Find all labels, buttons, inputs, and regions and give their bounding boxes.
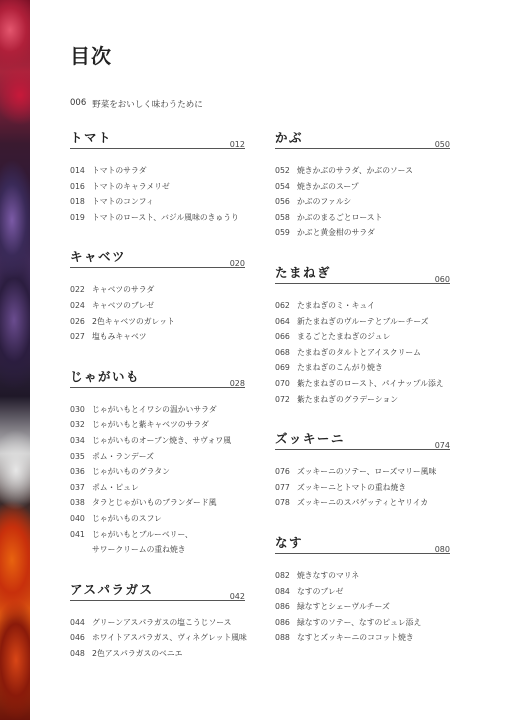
toc-section — [70, 367, 245, 558]
recipe-title: 2色アスパラガスのベニエ — [92, 648, 183, 658]
recipe-page-number: 024 — [70, 300, 85, 310]
recipe-page-number: 034 — [70, 435, 85, 445]
recipe-entry[interactable] — [275, 376, 450, 392]
recipe-entry[interactable] — [275, 345, 450, 361]
recipe-entry[interactable] — [70, 194, 245, 210]
recipe-entry[interactable] — [70, 630, 245, 646]
toc-section — [275, 263, 450, 407]
recipe-title: じゃがいものスフレ — [92, 513, 162, 523]
recipe-title: 緑なすのソテー、なすのピュレ添え — [297, 617, 422, 627]
section-title: キャベツ — [70, 249, 127, 265]
section-page-number: 060 — [434, 274, 450, 284]
recipe-entry[interactable] — [70, 495, 245, 511]
toc-right-column — [275, 128, 450, 668]
recipe-page-number: 032 — [70, 420, 85, 430]
recipe-title: ズッキーニとトマトの重ね焼き — [297, 482, 407, 492]
recipe-page-number: 026 — [70, 316, 85, 326]
toc-section — [70, 128, 245, 225]
section-page-number: 012 — [229, 140, 245, 149]
recipe-page-number: 016 — [70, 181, 85, 191]
recipe-entry[interactable] — [275, 360, 450, 376]
recipe-title: たまねぎのミ・キュイ — [297, 300, 375, 310]
recipe-list — [275, 163, 450, 241]
recipe-entry[interactable] — [275, 179, 450, 195]
toc-left-column — [70, 128, 245, 683]
recipe-entry[interactable] — [275, 392, 450, 408]
toc-section — [275, 429, 450, 511]
recipe-title: 焼きなすのマリネ — [297, 570, 360, 580]
recipe-entry[interactable] — [70, 480, 245, 496]
recipe-page-number: 019 — [70, 212, 85, 222]
recipe-page-number: 058 — [275, 212, 290, 222]
recipe-title: トマトのサラダ — [92, 166, 147, 175]
recipe-page-number: 062 — [275, 300, 290, 310]
section-page-number: 020 — [229, 259, 245, 269]
recipe-entry[interactable] — [70, 615, 245, 631]
recipe-entry[interactable] — [70, 163, 245, 179]
recipe-page-number: 027 — [70, 332, 85, 342]
recipe-page-number: 030 — [70, 404, 85, 414]
recipe-title: ズッキーニのソテー、ローズマリー風味 — [297, 467, 437, 477]
toc-section — [70, 580, 245, 662]
recipe-entry[interactable] — [70, 210, 245, 226]
section-title: アスパラガス — [70, 581, 154, 597]
toc-section — [275, 533, 450, 646]
recipe-title: キャベツのブレゼ — [92, 300, 155, 310]
section-header[interactable] — [275, 128, 450, 149]
section-header[interactable] — [70, 128, 245, 149]
section-title: かぶ — [275, 130, 304, 145]
recipe-entry[interactable] — [70, 329, 245, 345]
recipe-page-number: 076 — [275, 467, 290, 477]
recipe-title: 塩もみキャベツ — [92, 332, 147, 342]
recipe-entry[interactable] — [275, 194, 450, 210]
recipe-page-number: 066 — [275, 332, 290, 342]
recipe-page-number: 059 — [275, 228, 290, 238]
recipe-page-number: 040 — [70, 513, 85, 523]
recipe-title: じゃがいものオーブン焼き、サヴォワ風 — [92, 435, 232, 445]
page-title: 目次 — [70, 44, 112, 68]
recipe-page-number: 037 — [70, 482, 85, 492]
recipe-entry[interactable] — [275, 495, 450, 511]
recipe-entry[interactable] — [275, 464, 450, 480]
toc-section — [275, 128, 450, 241]
recipe-title: 焼きかぶのサラダ、かぶのソース — [297, 166, 413, 175]
recipe-page-number: 048 — [70, 648, 85, 658]
recipe-title: じゃがいもと紫キャベツのサラダ — [92, 420, 209, 430]
recipe-page-number: 078 — [275, 498, 290, 508]
recipe-page-number: 056 — [275, 197, 290, 207]
recipe-page-number: 072 — [275, 394, 290, 404]
section-header[interactable] — [275, 533, 450, 554]
recipe-entry[interactable] — [70, 179, 245, 195]
section-title: ズッキーニ — [275, 431, 345, 447]
section-title: なす — [275, 534, 304, 550]
recipe-entry[interactable] — [70, 314, 245, 330]
recipe-title: ズッキーニのスパゲッティとヤリイカ — [297, 498, 429, 508]
recipe-title: かぶのまるごとロースト — [297, 212, 383, 222]
recipe-page-number: 041 — [70, 529, 85, 539]
recipe-list — [275, 568, 450, 646]
recipe-page-number: 069 — [275, 363, 290, 373]
recipe-title: たまねぎのタルトとアイスクリーム — [297, 347, 421, 357]
recipe-title: まるごとたまねぎのジュレ — [297, 332, 391, 342]
toc-section — [70, 247, 245, 344]
recipe-entry[interactable] — [275, 163, 450, 179]
recipe-entry[interactable] — [275, 298, 450, 314]
recipe-list — [70, 615, 245, 662]
recipe-entry[interactable] — [70, 282, 245, 298]
recipe-title: じゃがいもとイワシの温かいサラダ — [92, 404, 217, 414]
recipe-page-number: 046 — [70, 633, 85, 643]
recipe-list — [70, 282, 245, 344]
recipe-entry[interactable] — [70, 417, 245, 433]
recipe-entry[interactable] — [275, 630, 450, 646]
recipe-list — [275, 298, 450, 407]
recipe-title: じゃがいもとブルーベリー、 — [92, 529, 193, 539]
recipe-entry[interactable] — [275, 210, 450, 226]
section-header[interactable] — [70, 247, 245, 268]
recipe-page-number: 014 — [70, 166, 85, 175]
section-page-number: 074 — [434, 441, 450, 451]
recipe-entry[interactable] — [70, 646, 245, 662]
section-page-number: 050 — [434, 140, 450, 149]
vegetable-photo-strip — [0, 0, 30, 720]
intro-entry[interactable] — [70, 98, 203, 110]
recipe-page-number: 054 — [275, 181, 290, 191]
recipe-title: ポム・ピュレ — [92, 482, 139, 492]
section-header[interactable] — [275, 429, 450, 450]
recipe-entry[interactable] — [70, 511, 245, 527]
recipe-title: 焼きかぶのスープ — [297, 181, 359, 191]
recipe-title-continued: サワークリームの重ね焼き — [92, 545, 186, 555]
recipe-page-number: 052 — [275, 166, 290, 175]
recipe-title: なすのブレゼ — [297, 586, 344, 596]
recipe-title: 紫たまねぎのロースト、パイナップル添え — [297, 378, 444, 388]
recipe-entry[interactable] — [70, 433, 245, 449]
recipe-entry[interactable] — [70, 402, 245, 418]
recipe-page-number: 044 — [70, 617, 85, 627]
recipe-list — [70, 402, 245, 558]
recipe-title: キャベツのサラダ — [92, 285, 155, 295]
recipe-entry[interactable] — [275, 329, 450, 345]
recipe-title: 紫たまねぎのグラデーション — [297, 394, 399, 404]
section-title: トマト — [70, 130, 113, 145]
section-page-number: 042 — [229, 591, 245, 601]
recipe-page-number: 068 — [275, 347, 290, 357]
recipe-title: なすとズッキーニのココット焼き — [297, 633, 414, 643]
intro-page-number: 006 — [70, 98, 87, 108]
recipe-entry[interactable] — [275, 615, 450, 631]
recipe-page-number: 022 — [70, 285, 85, 295]
recipe-title: ホワイトアスパラガス、ヴィネグレット風味 — [92, 633, 247, 643]
recipe-page-number: 036 — [70, 467, 85, 477]
recipe-title: かぶのファルシ — [297, 197, 352, 207]
recipe-title: トマトのキャラメリゼ — [92, 181, 170, 191]
section-page-number: 028 — [229, 378, 245, 388]
recipe-title: じゃがいものグラタン — [92, 467, 170, 477]
recipe-entry[interactable] — [275, 599, 450, 615]
recipe-title: トマトのコンフィ — [92, 197, 154, 207]
recipe-title: 新たまねぎのヴルーテとブルーチーズ — [297, 316, 429, 326]
recipe-page-number: 070 — [275, 378, 290, 388]
recipe-page-number: 084 — [275, 586, 290, 596]
section-header[interactable] — [70, 367, 245, 388]
recipe-entry[interactable] — [275, 568, 450, 584]
recipe-page-number: 064 — [275, 316, 290, 326]
recipe-page-number: 035 — [70, 451, 85, 461]
recipe-title: ポム・ランデーズ — [92, 451, 154, 461]
section-header[interactable] — [275, 263, 450, 284]
recipe-page-number: 077 — [275, 482, 290, 492]
recipe-entry[interactable] — [70, 449, 245, 465]
recipe-entry[interactable] — [275, 480, 450, 496]
recipe-entry[interactable] — [70, 527, 245, 558]
recipe-title: 緑なすとシェーヴルチーズ — [297, 602, 390, 612]
recipe-list — [275, 464, 450, 511]
recipe-entry[interactable] — [275, 225, 450, 241]
intro-label: 野菜をおいしく味わうために — [92, 100, 203, 110]
section-header[interactable] — [70, 580, 245, 601]
recipe-page-number: 018 — [70, 197, 85, 207]
recipe-title: タラとじゃがいものブランダード風 — [92, 498, 217, 508]
recipe-title: かぶと黄金柑のサラダ — [297, 228, 375, 238]
recipe-page-number: 038 — [70, 498, 85, 508]
recipe-page-number: 082 — [275, 570, 290, 580]
recipe-title: たまねぎのこんがり焼き — [297, 363, 383, 373]
recipe-page-number: 088 — [275, 633, 290, 643]
recipe-entry[interactable] — [275, 314, 450, 330]
section-title: じゃがいも — [70, 368, 141, 384]
recipe-list — [70, 163, 245, 225]
recipe-title: トマトのロースト、バジル風味のきゅうり — [92, 212, 239, 222]
recipe-entry[interactable] — [275, 584, 450, 600]
recipe-title: 2色キャベツのガレット — [92, 316, 175, 326]
recipe-title: グリーンアスパラガスの塩こうじソース — [92, 617, 232, 627]
recipe-page-number: 086 — [275, 602, 290, 612]
recipe-entry[interactable] — [70, 298, 245, 314]
section-title: たまねぎ — [275, 264, 332, 280]
recipe-entry[interactable] — [70, 464, 245, 480]
recipe-page-number: 086 — [275, 617, 290, 627]
section-page-number: 080 — [434, 544, 450, 554]
